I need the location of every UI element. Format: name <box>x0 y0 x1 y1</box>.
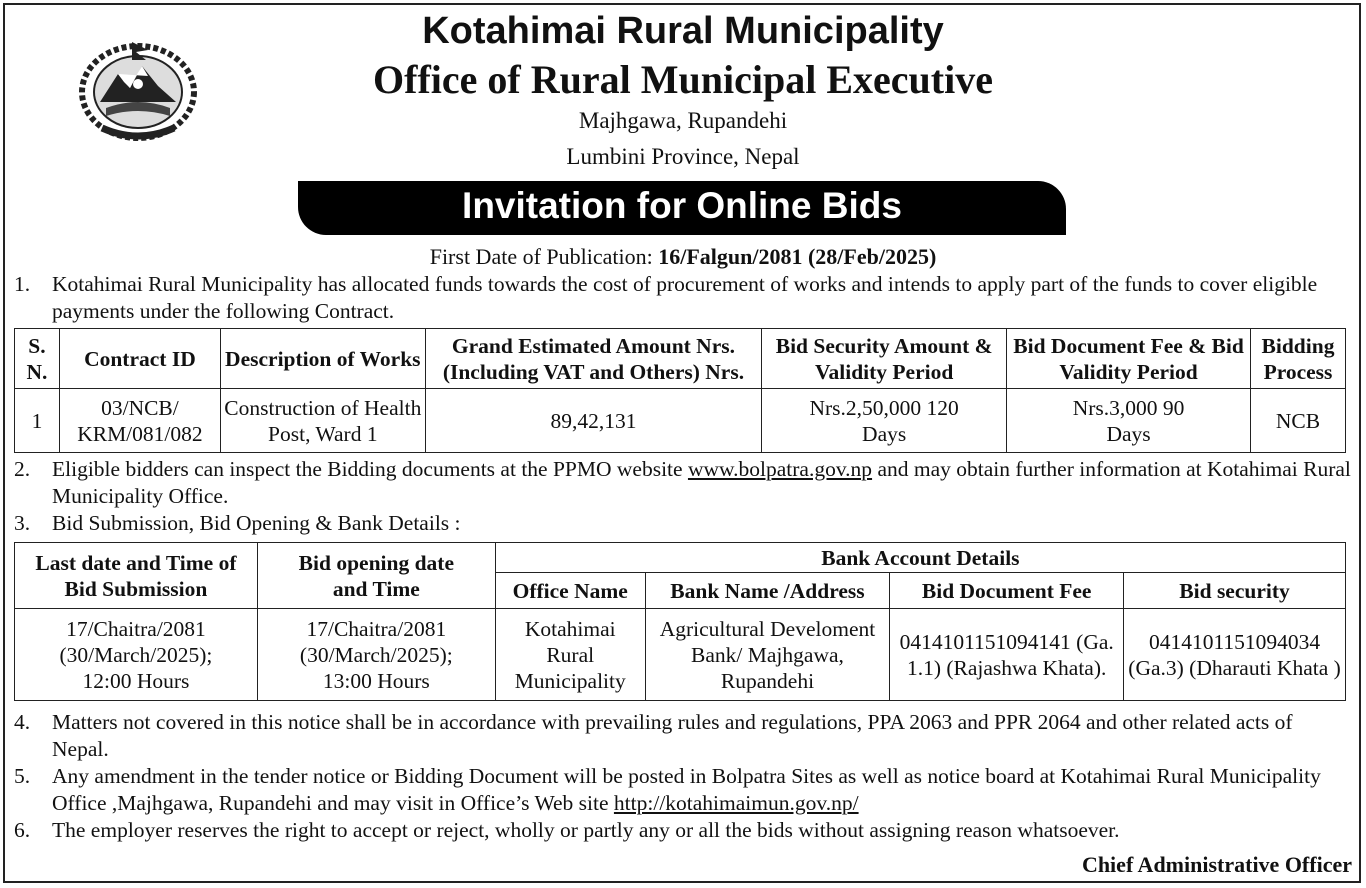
cell-security: Nrs.2,50,000 120 Days <box>762 389 1007 453</box>
clause-2 <box>14 456 1354 510</box>
municipality-name: Kotahimai Rural Municipality <box>422 10 944 52</box>
clause-number: 3. <box>14 511 31 535</box>
cell-amount: 89,42,131 <box>425 389 762 453</box>
header-fee: Bid Document Fee & Bid Validity Period <box>1007 329 1251 389</box>
cell-security: 0414101151094034 (Ga.3) (Dharauti Khata ) <box>1124 609 1346 701</box>
notice-banner: Invitation for Online Bids <box>298 181 1066 235</box>
header-bank: Bank Name /Address <box>645 573 890 609</box>
cell-last-date: 17/Chaitra/2081 (30/March/2025); 12:00 Hours <box>15 609 258 701</box>
header-bank-group: Bank Account Details <box>495 543 1345 573</box>
publication-label: First Date of Publication: <box>429 244 653 269</box>
table-row <box>15 609 1346 701</box>
table-row <box>15 389 1346 453</box>
clause-5 <box>14 763 1354 817</box>
clause-4 <box>14 709 1354 763</box>
clause-1 <box>14 271 1354 325</box>
header-fee: Bid Document Fee <box>890 573 1124 609</box>
office-website-link[interactable]: http://kotahimaimun.gov.np/ <box>613 791 859 815</box>
bolpatra-link[interactable]: www.bolpatra.gov.np <box>687 457 873 481</box>
clause-text-part: Any amendment in the tender notice or Bidding Document will be posted in Bolpatra Sites as well as notice board at Kotahimai Rural Municipality Office ,Majhgawa, Rupandehi and may visit in Office’s Web site <box>52 764 1321 815</box>
cell-opening: 17/Chaitra/2081 (30/March/2025); 13:00 Hours <box>257 609 495 701</box>
header-amount: Grand Estimated Amount Nrs. (Including VAT and Others) Nrs. <box>425 329 762 389</box>
bank-details-table <box>14 542 1346 701</box>
cell-fee: Nrs.3,000 90 Days <box>1007 389 1251 453</box>
clause-text: Kotahimai Rural Municipality has allocated funds towards the cost of procurement of works and intends to apply part of the funds to cover eligible payments under the following Contract. <box>52 272 1318 323</box>
clause-text-part: and may obtain further information at Kotahimai Rural Municipality Office. <box>52 457 1351 508</box>
cell-description: Construction of Health Post, Ward 1 <box>220 389 425 453</box>
header-security: Bid Security Amount & Validity Period <box>762 329 1007 389</box>
signature: Chief Administrative Officer <box>1081 852 1352 877</box>
table-header-row <box>15 543 1346 573</box>
clause-text <box>52 456 1354 510</box>
header-opening: Bid opening date and Time <box>257 543 495 609</box>
header-contract-id: Contract ID <box>59 329 220 389</box>
clause-text-part: Eligible bidders can inspect the Bidding documents at the PPMO website <box>52 457 688 481</box>
header-last-date: Last date and Time of Bid Submission <box>15 543 258 609</box>
header-process: Bidding Process <box>1250 329 1345 389</box>
clause-number: 6. <box>14 818 31 842</box>
cell-sn: 1 <box>15 389 60 453</box>
clause-number: 2. <box>14 457 31 481</box>
header-sn: S. N. <box>15 329 60 389</box>
cell-office: Kotahimai Rural Municipality <box>495 609 645 701</box>
header-description: Description of Works <box>220 329 425 389</box>
clause-3 <box>14 510 1354 537</box>
publication-date <box>0 244 1366 270</box>
table-header-row <box>15 329 1346 389</box>
office-title: Office of Rural Municipal Executive <box>373 57 993 102</box>
header-office: Office Name <box>495 573 645 609</box>
clause-text: Bid Submission, Bid Opening & Bank Details : <box>52 511 461 535</box>
cell-contract-id: 03/NCB/ KRM/081/082 <box>59 389 220 453</box>
address-line-2: Lumbini Province, Nepal <box>566 144 800 169</box>
clause-number: 1. <box>14 272 31 296</box>
header-security: Bid security <box>1124 573 1346 609</box>
cell-fee: 0414101151094141 (Ga. 1.1) (Rajashwa Khata). <box>890 609 1124 701</box>
clause-text <box>52 763 1354 817</box>
cell-process: NCB <box>1250 389 1345 453</box>
address-line-1: Majhgawa, Rupandehi <box>578 108 788 133</box>
clause-text: The employer reserves the right to accept or reject, wholly or partly any or all the bids without assigning reason whatsoever. <box>52 818 1120 842</box>
clause-text: Matters not covered in this notice shall be in accordance with prevailing rules and regulations, PPA 2063 and PPR 2064 and other related acts of Nepal. <box>52 710 1293 761</box>
clause-number: 5. <box>14 764 31 788</box>
cell-bank: Agricultural Develoment Bank/ Majhgawa, Rupandehi <box>645 609 890 701</box>
contract-table <box>14 328 1346 453</box>
clause-number: 4. <box>14 710 31 734</box>
clause-6 <box>14 817 1354 844</box>
publication-date-value: 16/Falgun/2081 (28/Feb/2025) <box>658 244 937 269</box>
